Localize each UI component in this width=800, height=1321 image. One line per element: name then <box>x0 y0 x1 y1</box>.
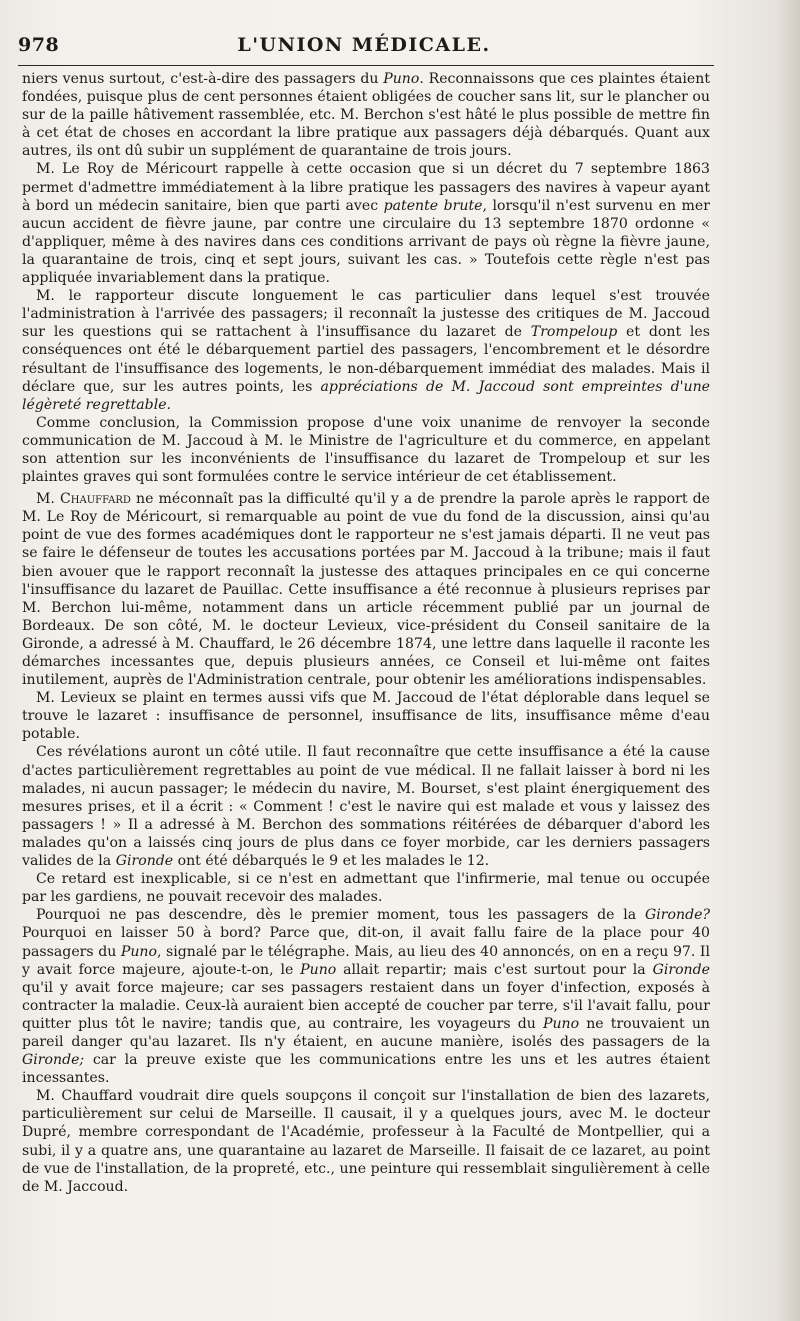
italic-text: appréciations de M. Jaccoud sont empreintes d'une légèreté regrettable. <box>22 378 710 413</box>
text-run: . Reconnaissons que ces plaintes étaient fondées, puisque plus de cent personnes étaient obligées de coucher sans lit, sur le plancher ou sur de la paille hâtivement rassemblée, etc. M. Berchon s'est hâté le plus possible de mettre fin à cet état de choses en accordant la libre pratique aux passagers déjà débarqués. Quant aux autres, ils ont dû subir un supplément de quarantaine de trois jours. <box>22 71 710 160</box>
paragraph <box>22 1087 710 1196</box>
page-number: 978 <box>18 34 60 56</box>
paragraph <box>22 689 710 743</box>
text-run: qu'il y avait force majeure; car ses passagers restaient dans un foyer d'infection, exposés à contracter la maladie. Ceux-là auraient bien accepté de coucher par terre, s'il l'avait fallu, pour quitter plus tôt le navire; tandis que, au contraire, les voyageurs du <box>22 979 710 1032</box>
running-header <box>18 30 710 60</box>
italic-text: Puno <box>542 1015 580 1032</box>
paragraph <box>22 287 710 414</box>
italic-text: Gironde <box>652 961 710 978</box>
text-run: Pourquoi ne pas descendre, dès le premier moment, tous les passagers de la <box>36 907 646 924</box>
text-run: niers venus surtout, c'est-à-dire des passagers du <box>22 71 384 87</box>
italic-text: patente brute <box>383 197 483 214</box>
text-run: M. le rapporteur discute longuement le cas particulier dans lequel s'est trouvée l'administration à l'arrivée des passagers; il reconnaît la justesse des critiques de M. Jaccoud sur les questions qui se rattachent à l'insuffisance du lazaret de <box>22 288 710 341</box>
paragraph <box>22 414 710 486</box>
text-run: ne trouvaient un pareil danger qu'au lazaret. Ils n'y étaient, en aucune manière, isolés des passagers de la <box>22 1015 710 1050</box>
text-run: , signalé par le télégraphe. Mais, au lieu des 40 annoncés, on en a reçu 97. Il y avait force majeure, ajoute-t-on, le <box>22 943 710 978</box>
text-run: allait repartir; mais c'est surtout pour la <box>336 961 653 978</box>
paragraph <box>22 490 710 689</box>
text-run: ne méconnaît pas la difficulté qu'il y a de prendre la parole après le rapport de M. Le Roy de Méricourt, si remarquable au point de vue du fond de la discussion, ainsi qu'au point de vue des formes académiques dont le rapporteur ne s'est jamais départi. Il ne veut pas se faire le défenseur de toutes les accusations portées par M. Jaccoud à la tribune; mais il faut bien avouer que le rapport reconnaît la justesse des attaques principales en ce qui concerne l'insuffisance du lazaret de Pauillac. Cette insuffisance a été reconnue à plusieurs reprises par M. Berchon lui-même, notamment dans un article récemment publié par un journal de Bordeaux. De son côté, M. le docteur Levieux, vice-président du Conseil sanitaire de la Gironde, a adressé à M. Chauffard, le 26 décembre 1874, une lettre dans laquelle il raconte les démarches incessantes que, depuis plusieurs années, ce Conseil et lui-même ont faites inutilement, auprès de l'Administration centrale, pour obtenir les améliorations indispensables. <box>22 491 710 689</box>
journal-title: L'UNION MÉDICALE. <box>237 34 491 56</box>
italic-text: Puno <box>383 71 420 87</box>
text-run: Comme conclusion, la Commission propose d'une voix unanime de renvoyer la seconde communication de M. Jaccoud à M. le Ministre de l'agriculture et du commerce, en appelant son attention sur les inconvénients de l'insuffisance du lazaret de Trompeloup et sur les plaintes graves qui sont formulées contre le service intérieur de cet établissement. <box>22 414 710 486</box>
paragraph <box>22 870 710 906</box>
text-run: et dont les conséquences ont été le débarquement partiel des passagers, l'encombrement et le désordre résultant de l'insuffisance des logements, le non-débarquement immédiat des malades. Mais il déclare que, sur les autres points, les <box>22 324 710 395</box>
text-run: M. Chauffard voudrait dire quels soupçons il conçoit sur l'installation de bien des lazarets, particulièrement sur celui de Marseille. Il causait, il y a quelques jours, avec M. le docteur Dupré, membre correspondant de l'Académie, professeur à la Faculté de Montpellier, qui a subi, il y a quatre ans, une quarantaine au lazaret de Marseille. Il faisait de ce lazaret, au point de vue de l'installation, de la propreté, etc., une peinture qui ressemblait singulièrement à celle de M. Jaccoud. <box>22 1088 710 1195</box>
italic-text: Trompeloup <box>530 324 618 341</box>
text-run: car la preuve existe que les communications entre les uns et les autres étaient incessantes. <box>22 1052 710 1087</box>
text-run: M. Levieux se plaint en termes aussi vifs que M. Jaccoud de l'état déplorable dans lequel se trouve le lazaret : insuffisance de personnel, insuffisance de lits, insuffisance même d'eau potable. <box>22 690 710 743</box>
paragraph <box>22 906 710 1087</box>
text-run: Ces révélations auront un côté utile. Il faut reconnaître que cette insuffisance a été la cause d'actes particulièrement regrettables au point de vue médical. Il ne fallait laisser à bord ni les malades, ni aucun passager; le médecin du navire, M. Bourset, s'est plaint énergiquement des mesures prises, et il a écrit : « Comment ! c'est le navire qui est malade et vous y laissez des passagers ! » Il a adressé à M. Berchon des sommations réitérées de débarquer d'abord les malades qu'on a laissés cinq jours de plus dans ce foyer morbide, car les derniers passagers valides de la <box>22 744 710 870</box>
text-run: M. <box>36 491 60 508</box>
speaker-name: Chauffard <box>60 491 131 508</box>
text-run: M. Le Roy de Méricourt rappelle à cette occasion que si un décret du 7 septembre 1863 permet d'admettre immédiatement à la libre pratique les passagers des navires à vapeur ayant à bord un médecin sanitaire, bien que parti avec <box>22 161 710 214</box>
paragraph <box>22 743 710 870</box>
text-run: , lorsqu'il n'est survenu en mer aucun accident de fièvre jaune, par contre une circulaire du 13 septembre 1870 ordonne « d'appliquer, même à des navires dans ces conditions arrivant de pays où règne la fièvre jaune, la quarantaine de trois, cinq et sept jours, suivant les cas. » Toutefois cette règle n'est pas appliquée invariablement dans la pratique. <box>22 197 710 287</box>
paragraph <box>22 70 710 160</box>
italic-text: Puno <box>120 943 157 960</box>
italic-text: Gironde? <box>645 907 710 924</box>
italic-text: Gironde <box>115 853 174 870</box>
italic-text: Gironde; <box>22 1052 85 1069</box>
paragraph <box>22 160 710 287</box>
header-rule <box>18 65 714 66</box>
text-run: ont été débarqués le 9 et les malades le 12. <box>173 853 490 870</box>
italic-text: Puno <box>300 961 337 978</box>
text-run: Pourquoi en laisser 50 à bord? Parce que, dit-on, il avait fallu faire de la place pour 40 passagers du <box>22 925 710 960</box>
article-body <box>22 70 710 1196</box>
text-run: Ce retard est inexplicable, si ce n'est en admettant que l'infirmerie, mal tenue ou occupée par les gardiens, ne pouvait recevoir des malades. <box>22 871 710 906</box>
